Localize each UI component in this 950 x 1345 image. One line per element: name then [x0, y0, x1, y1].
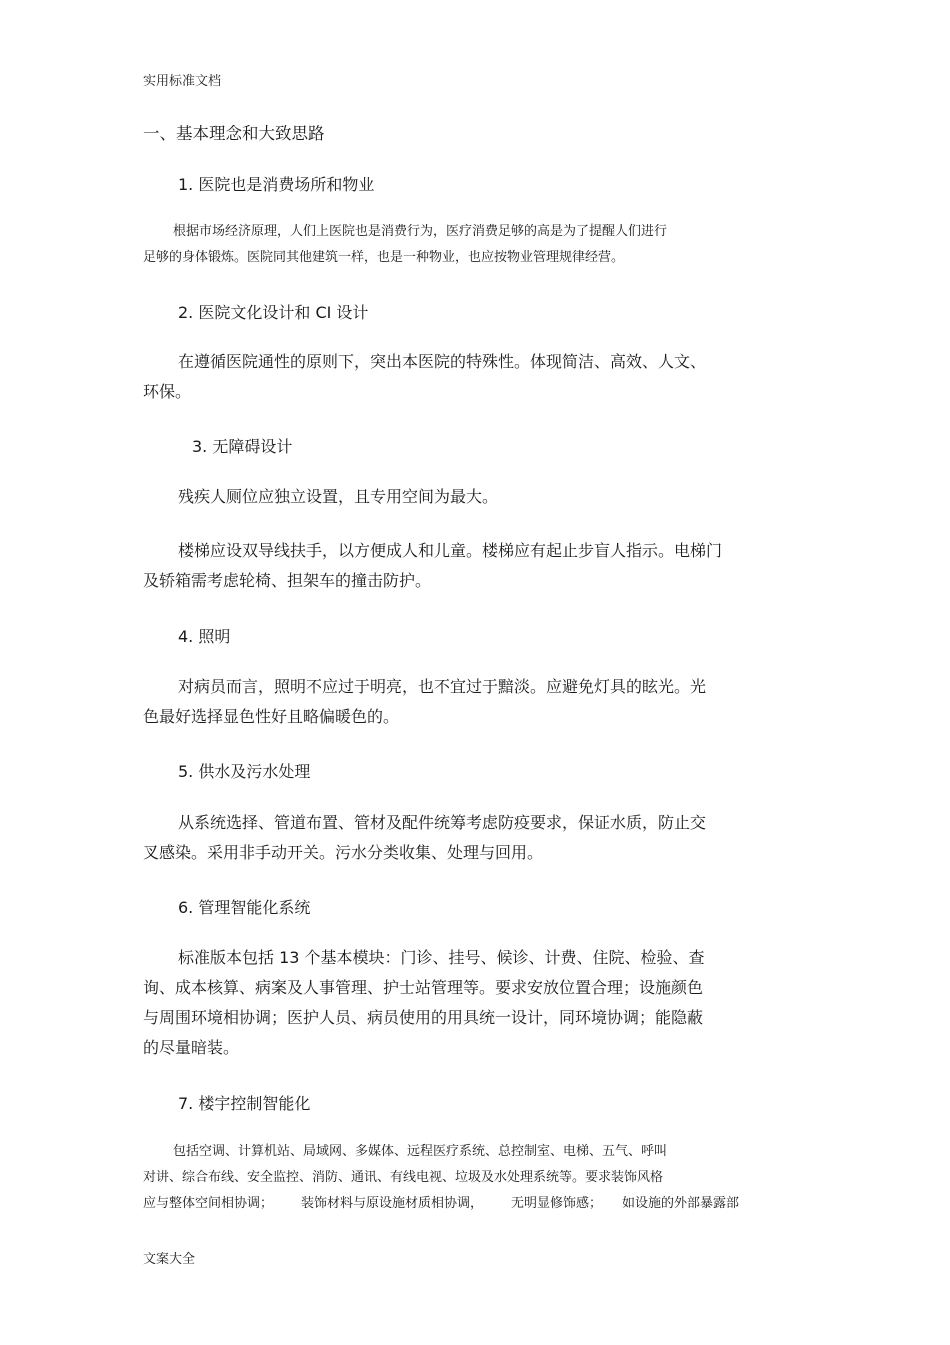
item-7-line-3-part-2: 装饰材料与原设施材质相协调，	[301, 1196, 484, 1211]
item-7-line-3	[143, 1191, 739, 1217]
item-2-paragraph	[143, 347, 706, 407]
item-2-line-2: 环保。	[143, 382, 192, 401]
item-5-line-2: 叉感染。采用非手动开关。污水分类收集、处理与回用。	[143, 843, 544, 862]
item-7-line-2: 对讲、综合布线、安全监控、消防、通讯、有线电视、垃圾及水处理系统等。要求装饰风格	[143, 1170, 664, 1185]
item-5-heading: 5. 供水及污水处理	[178, 762, 311, 781]
item-5-paragraph	[143, 808, 706, 868]
item-7-line-1: 包括空调、计算机站、局域网、多媒体、远程医疗系统、总控制室、电梯、五气、呼叫	[173, 1144, 668, 1159]
item-1-heading: 1. 医院也是消费场所和物业	[178, 175, 375, 194]
item-1-line-1: 根据市场经济原理，人们上医院也是消费行为，医疗消费足够的高是为了提醒人们进行	[173, 224, 668, 239]
item-3-paragraph-2	[143, 536, 722, 596]
item-5-line-1: 从系统选择、管道布置、管材及配件统筹考虑防疫要求，保证水质，防止交	[178, 813, 707, 832]
item-2-line-1: 在遵循医院通性的原则下，突出本医院的特殊性。体现简洁、高效、人文、	[178, 352, 707, 371]
item-4-heading: 4. 照明	[178, 627, 231, 646]
item-6-heading: 6. 管理智能化系统	[178, 898, 311, 917]
item-7-line-3-part-4: 如设施的外部暴露部	[622, 1196, 740, 1211]
item-7-paragraph	[143, 1139, 739, 1217]
item-3-paragraph-1: 残疾人厕位应独立设置，且专用空间为最大。	[178, 487, 499, 506]
item-4-line-1: 对病员而言，照明不应过于明亮，也不宜过于黯淡。应避免灯具的眩光。光	[178, 677, 707, 696]
page-footer: 文案大全	[143, 1252, 196, 1267]
item-7-line-3-part-1: 应与整体空间相协调；	[143, 1196, 274, 1211]
item-4-paragraph	[143, 672, 706, 732]
item-6-line-3: 与周围环境相协调；医护人员、病员使用的用具统一设计，同环境协调；能隐蔽	[143, 1008, 704, 1027]
item-3-line-2: 及轿箱需考虑轮椅、担架车的撞击防护。	[143, 571, 432, 590]
item-2-heading: 2. 医院文化设计和 CI 设计	[178, 303, 369, 322]
item-4-line-2: 色最好选择显色性好且略偏暖色的。	[143, 707, 400, 726]
item-3-line-1: 楼梯应设双导线扶手，以方便成人和儿童。楼梯应有起止步盲人指示。电梯门	[178, 541, 723, 560]
item-6-line-4: 的尽量暗装。	[143, 1038, 240, 1057]
section-title: 一、基本理念和大致思路	[143, 124, 325, 143]
item-6-line-1: 标准版本包括 13 个基本模块：门诊、挂号、候诊、计费、住院、检验、查	[178, 948, 705, 967]
item-1-paragraph	[143, 219, 667, 271]
item-3-heading: 3. 无障碍设计	[192, 437, 293, 456]
item-7-line-3-part-3: 无明显修饰感；	[511, 1196, 603, 1211]
item-6-paragraph	[143, 943, 705, 1063]
item-1-line-2: 足够的身体锻炼。医院同其他建筑一样，也是一种物业，也应按物业管理规律经营。	[143, 250, 625, 265]
item-7-heading: 7. 楼宇控制智能化	[178, 1094, 311, 1113]
page-header: 实用标准文档	[143, 74, 222, 89]
item-6-line-2: 询、成本核算、病案及人事管理、护士站管理等。要求安放位置合理；设施颜色	[143, 978, 704, 997]
